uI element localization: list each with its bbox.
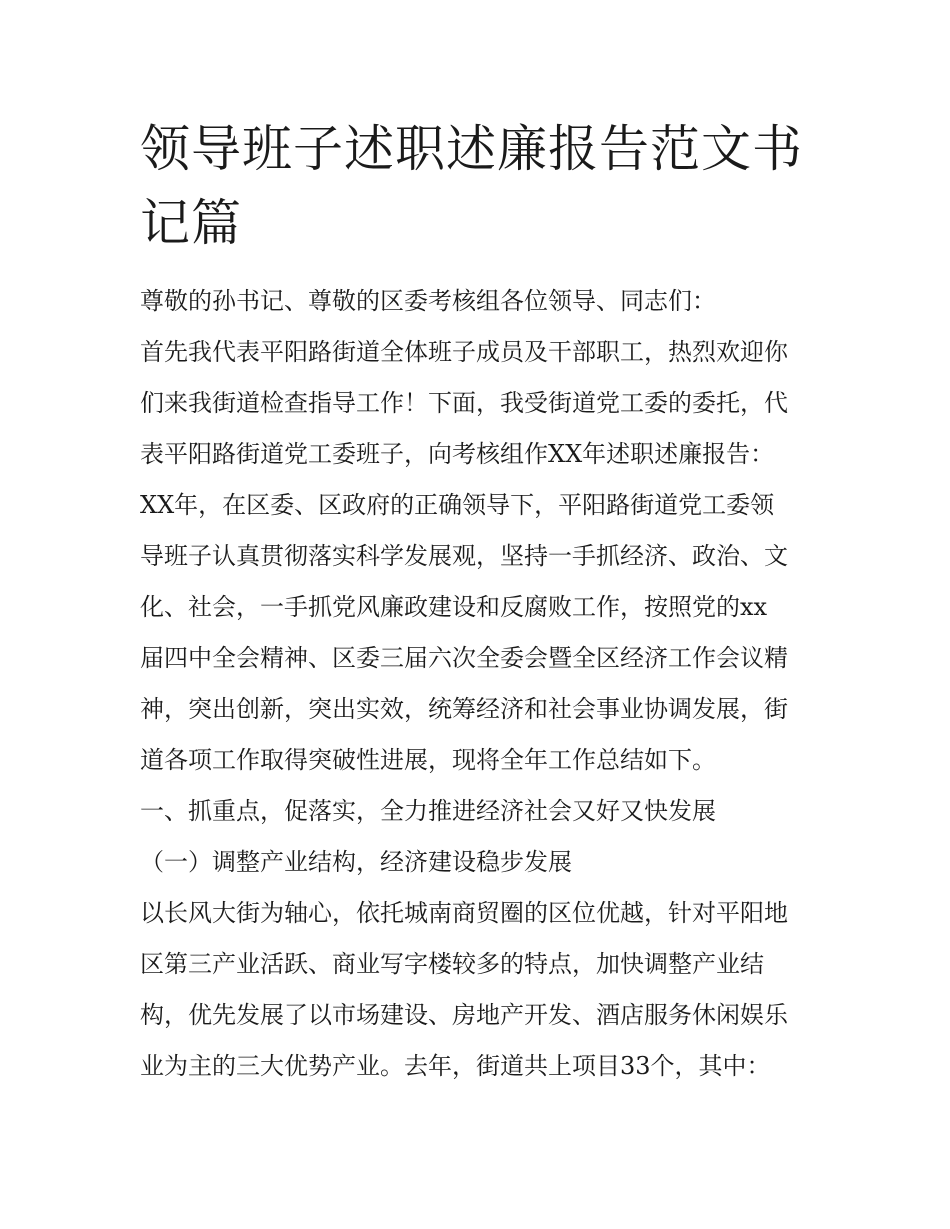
- body-line: 们来我街道检查指导工作！下面，我受街道党工委的委托，代: [140, 389, 788, 417]
- body-line: 神，突出创新，突出实效，统筹经济和社会事业协调发展，街: [140, 695, 788, 723]
- subsection-heading: （一）调整产业结构，经济建设稳步发展: [140, 848, 572, 876]
- body-line: 道各项工作取得突破性进展，现将全年工作总结如下。: [140, 746, 716, 774]
- body-line: 构，优先发展了以市场建设、房地产开发、酒店服务休闲娱乐: [140, 1001, 788, 1029]
- body-line: 以长风大街为轴心，依托城南商贸圈的区位优越，针对平阳地: [140, 899, 788, 927]
- body-line: 首先我代表平阳路街道全体班子成员及干部职工，热烈欢迎你: [140, 338, 788, 366]
- body-line: 区第三产业活跃、商业写字楼较多的特点，加快调整产业结: [140, 950, 764, 978]
- body-line: 尊敬的孙书记、尊敬的区委考核组各位领导、同志们：: [140, 287, 716, 315]
- body-line: 业为主的三大优势产业。去年，街道共上项目33个，其中：: [140, 1052, 771, 1080]
- body-line: 导班子认真贯彻落实科学发展观，坚持一手抓经济、政治、文: [140, 542, 788, 570]
- body-line: 表平阳路街道党工委班子，向考核组作XX年述职述廉报告：: [140, 440, 775, 468]
- document-body: [140, 276, 820, 1092]
- section-heading: 一、抓重点，促落实，全力推进经济社会又好又快发展: [140, 797, 716, 825]
- body-line: 化、社会，一手抓党风廉政建设和反腐败工作，按照党的xx: [140, 593, 768, 621]
- body-line: XX年，在区委、区政府的正确领导下，平阳路街道党工委领: [140, 491, 775, 519]
- body-line: 届四中全会精神、区委三届六次全委会暨全区经济工作会议精: [140, 644, 788, 672]
- document-title: 领导班子述职述廉报告范文书记篇: [140, 120, 803, 252]
